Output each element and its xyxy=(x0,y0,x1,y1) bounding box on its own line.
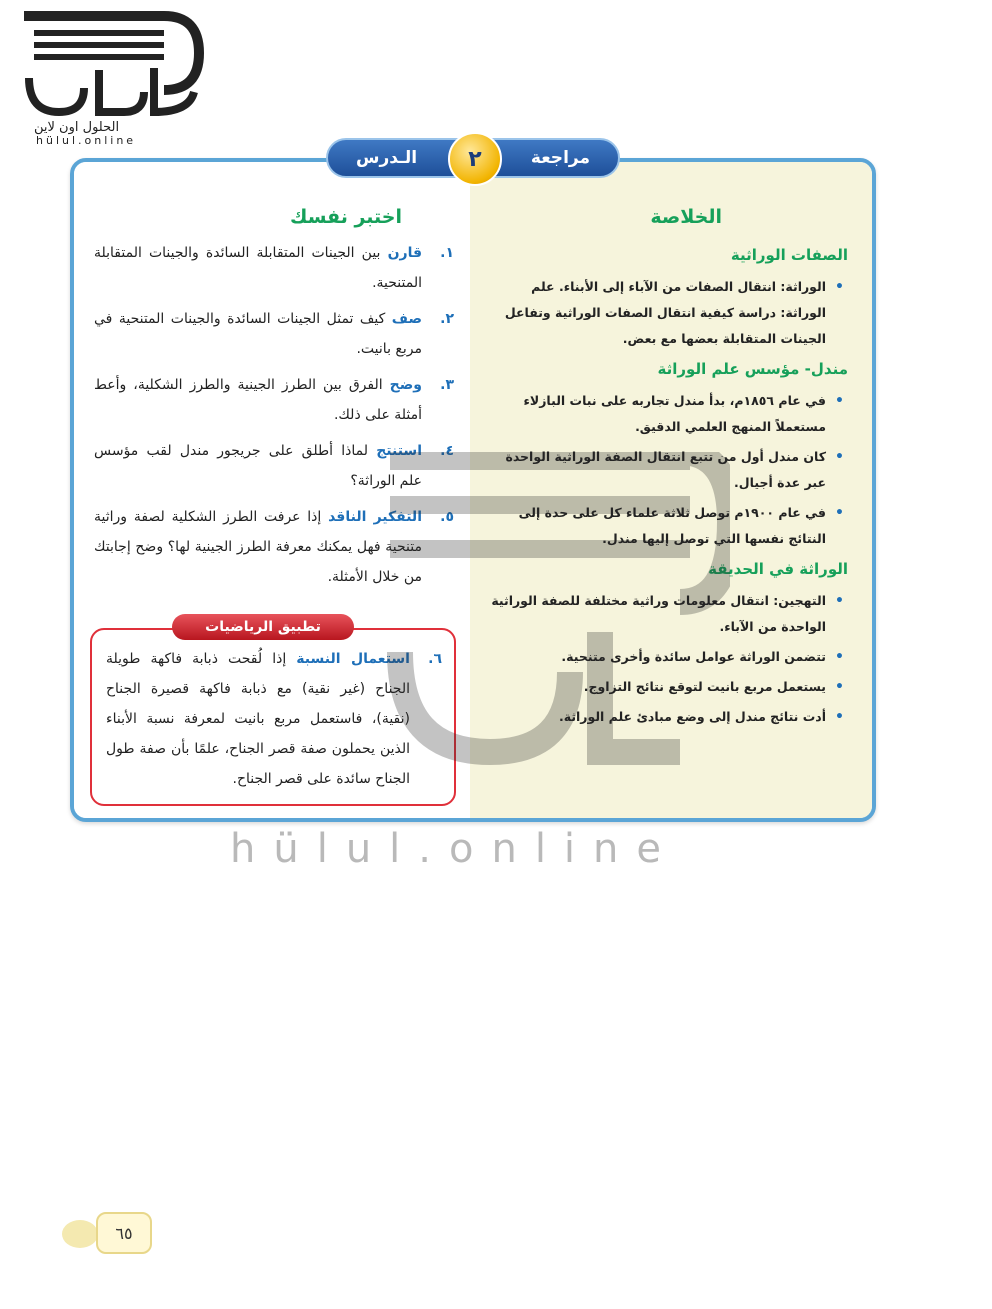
question-item xyxy=(94,304,454,364)
question-text: كيف تمثل الجينات السائدة والجينات المتنحية في مربع بانيت. xyxy=(94,311,422,357)
review-card xyxy=(70,158,876,822)
question-keyword: التفكير الناقد xyxy=(328,509,422,525)
list-item: • في عام ١٨٥٦م، بدأ مندل تجاربه على نبات البازلاء مستعملاً المنهج العلمي الدقيق. xyxy=(488,388,848,440)
question-number: ١. xyxy=(440,245,454,261)
site-logo xyxy=(14,8,194,147)
list-item: • يستعمل مربع بانيت لتوقع نتائج التزاوج. xyxy=(488,674,848,700)
summary-content xyxy=(488,242,848,734)
question-keyword: قارن xyxy=(387,245,422,261)
watermark-text: hülul.online xyxy=(230,826,680,872)
question-text: الفرق بين الطرز الجينية والطرز الشكلية، وأعط أمثلة على ذلك. xyxy=(94,377,422,423)
lesson-number: ٢ xyxy=(448,132,502,186)
question-number: ٤. xyxy=(440,443,454,459)
question-item xyxy=(106,644,442,794)
list-item: • في عام ١٩٠٠م توصل ثلاثة علماء كل على حدة إلى النتائج نفسها التي توصل إليها مندل. xyxy=(488,500,848,552)
logo-latin-text: hülul.online xyxy=(36,134,137,147)
review-label: مراجعة xyxy=(530,148,590,168)
test-yourself-column xyxy=(74,162,470,818)
logo-icon xyxy=(14,8,204,128)
math-application-tag: تطبيق الرياضيات xyxy=(172,614,354,640)
list-item: • التهجين: انتقال معلومات وراثية مختلفة للصفة الوراثية الواحدة من الآباء. xyxy=(488,588,848,640)
page-number: ٦٥ xyxy=(96,1212,152,1254)
list-item: • كان مندل أول من تتبع انتقال الصفة الوراثية الواحدة عبر عدة أجيال. xyxy=(488,444,848,496)
question-keyword: وضح xyxy=(389,377,422,393)
list-item: • أدت نتائج مندل إلى وضع مبادئ علم الوراثة. xyxy=(488,704,848,730)
questions-list xyxy=(94,238,454,598)
question-keyword: استنتج xyxy=(376,443,422,459)
summary-title: الخلاصة xyxy=(650,206,722,228)
section-heading: الصفات الوراثية xyxy=(730,246,848,264)
question-text: لماذا أطلق على جريجور مندل لقب مؤسس علم الوراثة؟ xyxy=(94,443,422,489)
test-yourself-title: اختبر نفسك xyxy=(290,206,402,228)
list-item: • تتضمن الوراثة عوامل سائدة وأخرى متنحية. xyxy=(488,644,848,670)
logo-arabic-text: الحلول اون لاين xyxy=(34,120,120,135)
section-list xyxy=(488,274,848,352)
question-text: إذا عرفت الطرز الشكلية لصفة وراثية متنحية فهل يمكنك معرفة الطرز الجينية لها؟ وضح إجابتك من خلال الأمثلة. xyxy=(94,509,422,585)
section-list xyxy=(488,388,848,552)
question-item xyxy=(94,370,454,430)
section-heading: مندل- مؤسس علم الوراثة xyxy=(657,360,848,378)
question-item xyxy=(94,502,454,592)
question-number: ٦. xyxy=(428,651,442,667)
page-number-area xyxy=(58,1208,138,1254)
section-list xyxy=(488,588,848,730)
section-heading: الوراثة في الحديقة xyxy=(708,560,848,578)
question-item xyxy=(94,238,454,298)
question-number: ٢. xyxy=(440,311,454,327)
question-text: بين الجينات المتقابلة السائدة والجينات المتقابلة المتنحية. xyxy=(94,245,422,291)
summary-column xyxy=(470,162,872,818)
question-text: إذا لُقحت ذبابة فاكهة طويلة الجناح (غير نقية) مع ذبابة فاكهة قصيرة الجناح (نقية)، فاستعمل مربع بانيت لمعرفة نسبة الأبناء الذين يحملون صفة قصر الجناح، علمًا بأن صفة طول الجناح سائدة على قصر الجناح. xyxy=(106,651,410,787)
question-keyword: صف xyxy=(391,311,422,327)
question-keyword: استعمال النسبة xyxy=(296,651,410,667)
math-application-box xyxy=(90,628,456,806)
question-item xyxy=(94,436,454,496)
question-number: ٣. xyxy=(440,377,454,393)
list-item: • الوراثة: انتقال الصفات من الآباء إلى الأبناء. علم الوراثة: دراسة كيفية انتقال الصفات الوراثية وتفاعل الجينات المتقابلة بعضها مع بعض. xyxy=(488,274,848,352)
page-decoration-icon xyxy=(58,1208,98,1252)
lesson-label: الـدرس xyxy=(356,148,418,168)
question-number: ٥. xyxy=(440,509,454,525)
